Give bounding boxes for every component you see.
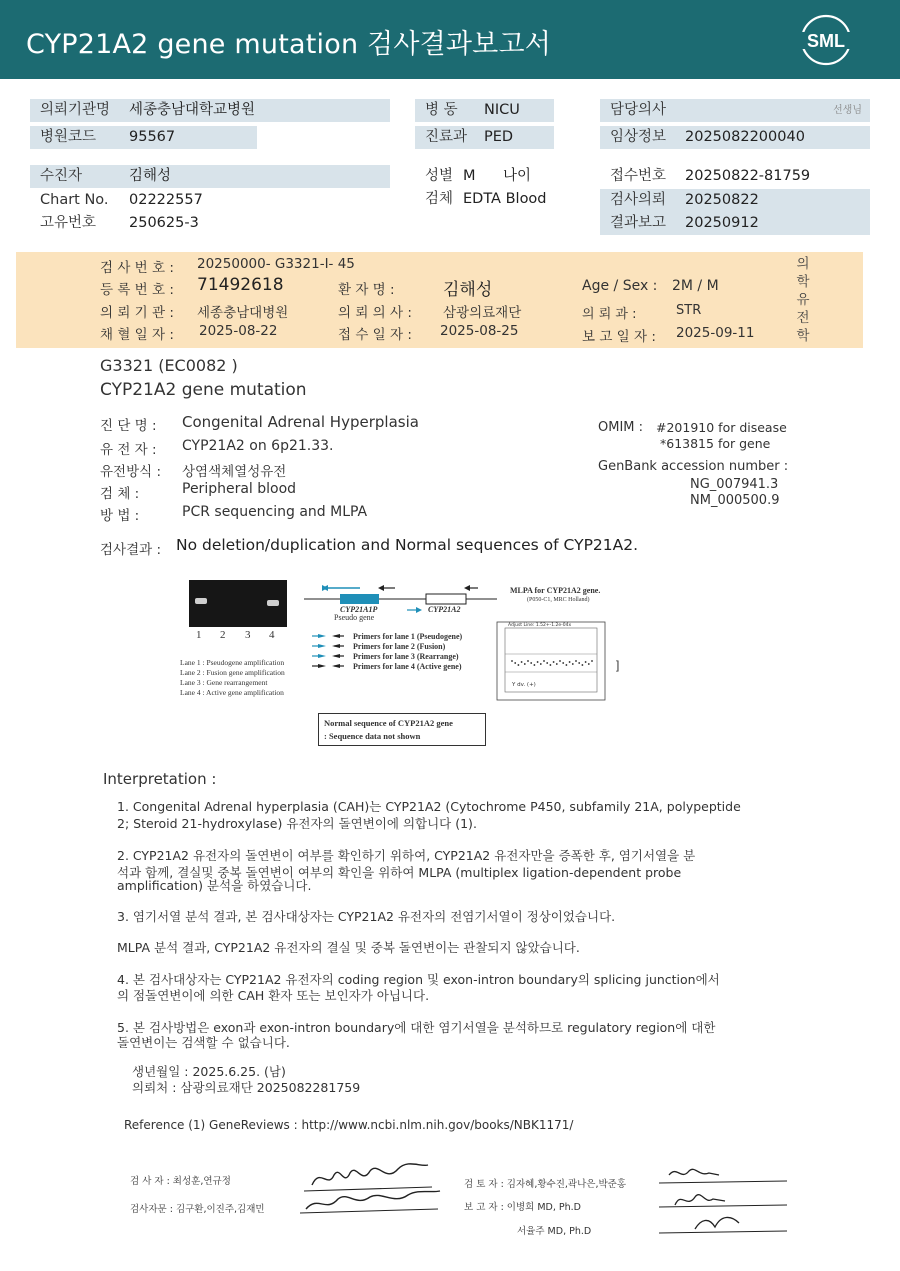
test-name: CYP21A2 gene mutation (100, 380, 307, 400)
doctor-label: 담당의사 (610, 102, 667, 118)
sml-logo (800, 14, 852, 66)
patient-name-label: 환 자 명 : (338, 282, 395, 298)
age-label: 나이 (503, 168, 532, 184)
specimen-field (415, 188, 585, 211)
report-title: CYP21A2 gene mutation 검사결과보고서 (26, 29, 552, 60)
inheritance-label: 유전방식 : (100, 464, 162, 480)
department-label: 진료과 (425, 129, 468, 145)
unique-no-field (30, 212, 390, 235)
sequence-box-title: Normal sequence of CYP21A2 gene (324, 718, 453, 728)
gene-diagram (0, 252, 900, 772)
sequence-box (318, 713, 486, 746)
mlpa-dot (527, 660, 529, 662)
svg-text:]: ] (616, 658, 620, 672)
chart-no-label: Chart No. (40, 192, 109, 208)
hospital-code-field (30, 126, 257, 149)
report-date-scan-value: 2025-09-11 (676, 325, 755, 341)
req-dept-label: 의 뢰 과 : (582, 307, 637, 322)
mlpa-dot (562, 662, 564, 664)
mlpa-y-dev: Y dv. (+) (512, 682, 536, 688)
diagnosis-label: 진 단 명 : (100, 418, 157, 434)
test-code: G3321 (EC0082 ) (100, 356, 238, 375)
mlpa-dot (569, 661, 571, 663)
mlpa-subtitle: (P050-C1, MRC Holland) (527, 597, 590, 603)
test-no-value: 20250000- G3321-I- 45 (197, 256, 355, 272)
mlpa-dot (578, 662, 580, 664)
mlpa-title: MLPA for CYP21A2 gene. (510, 586, 601, 595)
svg-text:SML: SML (807, 31, 845, 51)
patient-field (30, 165, 390, 188)
department-vertical-label: 의학유전학 (796, 256, 810, 344)
result-label: 검사결과 : (100, 542, 162, 558)
primer-legend-1: Primers for lane 1 (Pseudogene) (353, 632, 463, 641)
mlpa-dot (537, 661, 539, 663)
mlpa-dot (559, 660, 561, 662)
sex-label: 성별 (425, 168, 454, 184)
sex-age-field (415, 165, 585, 188)
clinical-info-label: 임상정보 (610, 129, 667, 145)
mlpa-dot (534, 664, 536, 666)
interpretation-line: 4. 본 검사대상자는 CYP21A2 유전자의 coding region 및 exon-intron boundary의 splicing junction에서 (117, 972, 720, 987)
mlpa-adjust-line: Adjust Line: 1.52+-1.2e-04x (508, 623, 572, 628)
gene-label: 유 전 자 : (100, 442, 157, 458)
mlpa-dot (572, 663, 574, 665)
lane-number-1: 1 (196, 629, 202, 641)
test-no-label: 검 사 번 호 : (100, 260, 174, 276)
doctor-field (600, 99, 870, 122)
interpretation-line: amplification) 분석을 하였습니다. (117, 878, 312, 893)
genbank-label: GenBank accession number : (598, 459, 789, 474)
signer-reporter: 보 고 자 : 이병희 MD, Ph.D (464, 1202, 581, 1213)
request-date-field (600, 189, 870, 212)
interpretation-line: 석과 함께, 결실및 중복 돌연변이 여부의 확인을 위하여 MLPA (multiplex ligation-dependent probe (117, 865, 682, 880)
mlpa-dot (550, 664, 552, 666)
mlpa-dot (511, 660, 513, 662)
mlpa-dot (553, 661, 555, 663)
report-date-scan-label: 보 고 일 자 : (582, 329, 656, 345)
report-header (0, 0, 900, 79)
interpretation-line: 1. Congenital Adrenal hyperplasia (CAH)는 CYP21A2 (Cytochrome P450, subfamily 21A, polypeptide (117, 799, 741, 814)
req-doctor-label: 의 뢰 의 사 : (338, 305, 412, 321)
sample-label: 검 체 : (100, 486, 140, 502)
omim-label: OMIM : (598, 420, 644, 435)
gene-label-active: CYP21A2 (428, 605, 461, 614)
gene-label-pseudo-sub: Pseudo gene (334, 613, 375, 622)
department-value: PED (484, 129, 514, 145)
signature-reviewer-reporter (655, 1157, 795, 1237)
interpretation-title: Interpretation : (103, 770, 217, 788)
omim-disease: #201910 for disease (656, 420, 787, 435)
unique-no-value: 250625-3 (129, 215, 199, 231)
hospital-code-label: 병원코드 (40, 129, 97, 145)
reg-no-value: 71492618 (197, 275, 284, 295)
report-date-value: 20250912 (685, 215, 759, 231)
chart-no-value: 02222557 (129, 192, 203, 208)
report-date-field (600, 212, 870, 235)
lane-legend-1: Lane 1 : Pseudogene amplification (180, 658, 285, 667)
mlpa-dot (556, 663, 558, 665)
primer-legend-4: Primers for lane 4 (Active gene) (353, 662, 462, 671)
specimen-value: EDTA Blood (463, 191, 547, 207)
mlpa-dot (582, 664, 584, 666)
mlpa-dot (543, 660, 545, 662)
req-inst-label: 의 뢰 기 관 : (100, 305, 174, 321)
interpretation-line: 2. CYP21A2 유전자의 돌연변이 여부를 확인하기 위하여, CYP21A2 유전자만을 증폭한 후, 염기서열을 분 (117, 848, 696, 863)
lane-number-4: 4 (269, 629, 275, 641)
receipt-no-label: 접수번호 (610, 168, 667, 184)
interpretation-line: 돌연변이는 검색할 수 없습니다. (117, 1035, 290, 1050)
report-date-label: 결과보고 (610, 215, 667, 231)
patient-value: 김해성 (129, 168, 172, 184)
sample-value: Peripheral blood (182, 481, 297, 497)
mlpa-dot (530, 662, 532, 664)
receive-date-label: 접 수 일 자 : (338, 327, 412, 343)
collect-date-label: 채 혈 일 자 : (100, 327, 174, 343)
institution-field (30, 99, 390, 122)
request-date-label: 검사의뢰 (610, 192, 667, 208)
interpretation-line: 2; Steroid 21-hydroxylase) 유전자의 돌연변이에 의합니다 (1). (117, 816, 477, 831)
signer-reviewer: 검 토 자 : 김자혜,황수진,곽나은,박준홍 (464, 1179, 626, 1190)
lane-number-2: 2 (220, 629, 226, 641)
gene-value: CYP21A2 on 6p21.33. (182, 438, 334, 454)
mlpa-dot (585, 661, 587, 663)
result-value: No deletion/duplication and Normal sequences of CYP21A2. (176, 536, 639, 554)
patient-label: 수진자 (40, 168, 83, 184)
patient-name-value: 김해성 (443, 280, 493, 300)
primer-legend-2: Primers for lane 2 (Fusion) (353, 642, 446, 651)
receipt-no-value: 20250822-81759 (685, 168, 811, 184)
method-value: PCR sequencing and MLPA (182, 504, 368, 520)
mlpa-dot (521, 661, 523, 663)
clinical-info-field (600, 126, 870, 149)
mlpa-dot (524, 663, 526, 665)
req-doctor-value: 삼광의료재단 (443, 305, 522, 321)
lane-legend-4: Lane 4 : Active gene amplification (180, 688, 284, 697)
request-date-value: 20250822 (685, 192, 759, 208)
unique-no-label: 고유번호 (40, 215, 97, 231)
ward-value: NICU (484, 102, 520, 118)
req-inst-value: 세종충남대병원 (197, 305, 289, 321)
lane-legend-2: Lane 2 : Fusion gene amplification (180, 668, 285, 677)
req-dept-value: STR (676, 303, 702, 318)
doctor-suffix: 선생님 (833, 105, 862, 116)
primer-legend-3: Primers for lane 3 (Rearrange) (353, 652, 459, 661)
signature-tester-advisor (290, 1147, 450, 1227)
ward-label: 병 동 (425, 102, 458, 118)
diagnosis-value: Congenital Adrenal Hyperplasia (182, 413, 419, 431)
signer-tester: 검 사 자 : 최성훈,연규정 (130, 1176, 231, 1187)
birth-date-line: 생년월일 : 2025.6.25. (남) (132, 1064, 286, 1079)
primer-arrows (312, 634, 344, 668)
gene-label-pseudo: CYP21A1P (340, 605, 378, 614)
mlpa-dot (566, 664, 568, 666)
lane-legend-3: Lane 3 : Gene rearrangement (180, 678, 268, 687)
age-sex-value: 2M / M (672, 278, 719, 294)
department-field (415, 126, 554, 149)
age-sex-label: Age / Sex : (582, 278, 658, 294)
mlpa-dot (591, 660, 593, 662)
hospital-code-value: 95567 (129, 129, 176, 145)
mlpa-dot (575, 660, 577, 662)
mlpa-dot (546, 662, 548, 664)
mlpa-dot (518, 664, 520, 666)
specimen-label: 검체 (425, 191, 454, 207)
interpretation-line: MLPA 분석 결과, CYP21A2 유전자의 결실 및 중복 돌연변이는 관찰되지 않았습니다. (117, 940, 580, 955)
mlpa-dot (540, 663, 542, 665)
signer-advisor: 검사자문 : 김구환,이진주,김재민 (130, 1204, 265, 1215)
sequence-box-subtitle: : Sequence data not shown (324, 731, 421, 741)
mlpa-dot (514, 662, 516, 664)
omim-gene: *613815 for gene (660, 436, 771, 451)
lane-number-3: 3 (245, 629, 251, 641)
scanned-report (0, 252, 900, 1271)
sex-value: M (463, 168, 476, 184)
method-label: 방 법 : (100, 508, 140, 524)
collect-date-value: 2025-08-22 (199, 323, 278, 339)
chart-no-field (30, 189, 390, 212)
reg-no-label: 등 록 번 호 : (100, 282, 174, 298)
receive-date-value: 2025-08-25 (440, 323, 519, 339)
interpretation-line: 의 점돌연변이에 의한 CAH 환자 또는 보인자가 아닙니다. (117, 988, 430, 1003)
interpretation-line: 3. 염기서열 분석 결과, 본 검사대상자는 CYP21A2 유전자의 전염기서열이 정상이었습니다. (117, 909, 616, 924)
genbank-nm: NM_000500.9 (690, 493, 780, 508)
inheritance-value: 상염색체열성유전 (182, 464, 287, 480)
institution-value: 세종충남대학교병원 (129, 102, 256, 118)
reference-line: Reference (1) GeneReviews : http://www.ncbi.nlm.nih.gov/books/NBK1171/ (124, 1118, 574, 1132)
clinical-info-value: 2025082200040 (685, 129, 805, 145)
mlpa-dot (588, 663, 590, 665)
genbank-ng: NG_007941.3 (690, 477, 779, 492)
receipt-no-field (600, 165, 870, 188)
interpretation-line: 5. 본 검사방법은 exon과 exon-intron boundary에 대한 염기서열을 분석하므로 regulatory region에 대한 (117, 1020, 716, 1035)
ward-field (415, 99, 554, 122)
origin-line: 의뢰처 : 삼광의료재단 2025082281759 (132, 1080, 361, 1095)
institution-label: 의뢰기관명 (40, 102, 111, 118)
signer-reporter-2: 서율주 MD, Ph.D (517, 1226, 592, 1237)
